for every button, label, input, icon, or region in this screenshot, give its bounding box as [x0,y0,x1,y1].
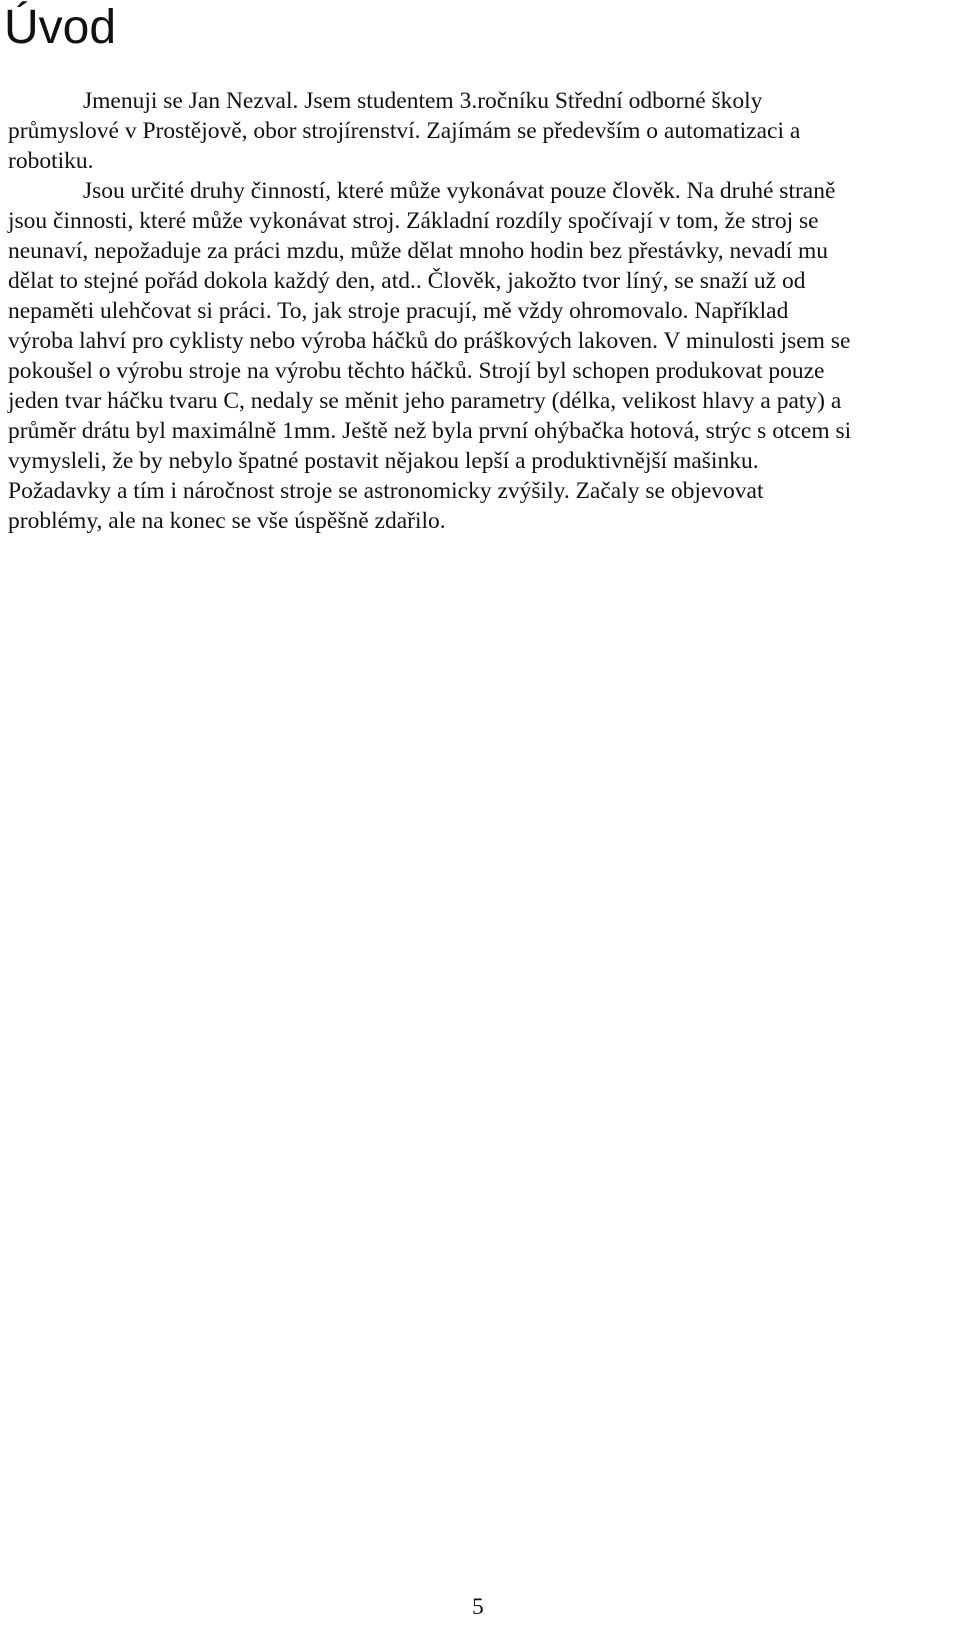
text-line: Požadavky a tím i náročnost stroje se astronomicky zvýšily. Začaly se objevovat [8,478,764,504]
page-number: 5 [472,1594,484,1620]
text-line: vymysleli, že by nebylo špatné postavit nějakou lepší a produktivnější mašinku. [8,448,759,474]
text-line: jsou činnosti, které může vykonávat stroj. Základní rozdíly spočívají v tom, že stroj se [8,208,819,234]
text-line: problémy, ale na konec se vše úspěšně zdařilo. [8,508,446,534]
text-line: pokoušel o výrobu stroje na výrobu těchto háčků. Strojí byl schopen produkovat pouze [8,358,825,384]
text-line: Jmenuji se Jan Nezval. Jsem studentem 3.ročníku Střední odborné školy [83,88,763,114]
text-line: dělat to stejné pořád dokola každý den, atd.. Člověk, jakožto tvor líný, se snaží už od [8,268,806,294]
text-line: výroba lahví pro cyklisty nebo výroba háčků do práškových lakoven. V minulosti jsem se [8,328,851,354]
text-line: Jsou určité druhy činností, které může vykonávat pouze člověk. Na druhé straně [83,178,836,204]
text-line: nepaměti ulehčovat si práci. To, jak stroje pracují, mě vždy ohromovalo. Například [8,298,789,324]
text-line: průměr drátu byl maximálně 1mm. Ještě než byla první ohýbačka hotová, strýc s otcem si [8,418,852,444]
text-line: jeden tvar háčku tvaru C, nedaly se měnit jeho parametry (délka, velikost hlavy a paty) a [8,388,842,414]
text-line: neunaví, nepožaduje za práci mzdu, může dělat mnoho hodin bez přestávky, nevadí mu [8,238,829,264]
page-title: Úvod [4,1,117,54]
text-line: robotiku. [8,148,94,174]
body-text [8,86,958,536]
text-line: průmyslové v Prostějově, obor strojírenství. Zajímám se především o automatizaci a [8,118,801,144]
